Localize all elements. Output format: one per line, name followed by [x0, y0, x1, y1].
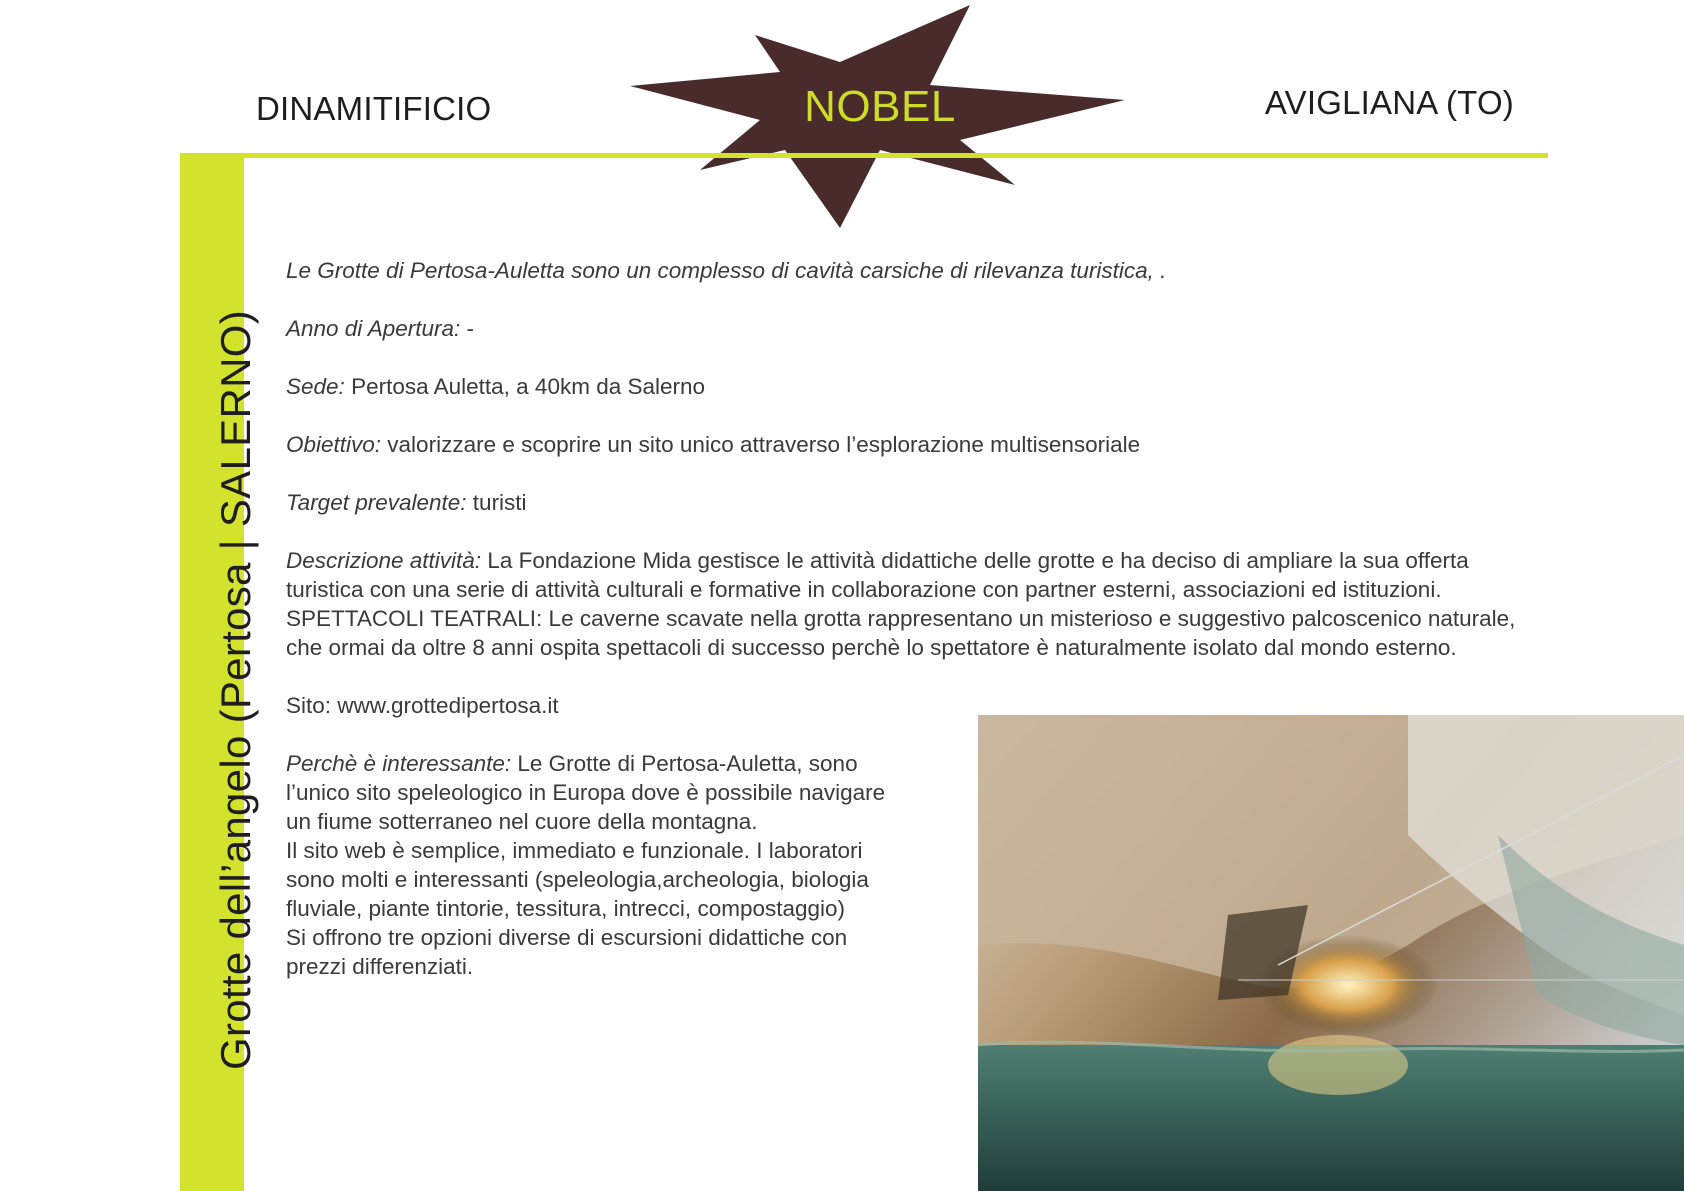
sede-field: Sede: Pertosa Auletta, a 40km da Salerno: [286, 374, 706, 399]
side-title: Grotte dell’angelo (Pertosa | SALERNO): [212, 310, 259, 1070]
anno-field: Anno di Apertura: -: [286, 316, 475, 341]
top-rule: [180, 153, 1548, 158]
star-label: NOBEL: [804, 82, 956, 131]
header-left-title: DINAMITIFICIO: [256, 90, 492, 127]
target-field: Target prevalente: turisti: [286, 490, 527, 515]
sito-field: Sito: www.grottedipertosa.it: [286, 693, 559, 718]
header-right-title: AVIGLIANA (TO): [1264, 84, 1514, 121]
perche-field: Perchè è interessante: Le Grotte di Pertosa-Auletta, sono l’unico sito speleologico in Europa dove è possibile navigare un fiume sotterraneo nel cuore della montagna. Il sito web è semplice, immediato e funzionale. I laboratori sono molti e interessanti (speleologia,archeologia, biologia fluviale, piante tintorie, tessitura, intrecci, compostaggio) Si offrono tre opzioni diverse di escursioni didattiche con prezzi differenziati.: [286, 751, 886, 979]
obiettivo-field: Obiettivo: valorizzare e scoprire un sito unico attraverso l’esplorazione multisensoriale: [286, 432, 1141, 457]
cave-photo: [978, 715, 1684, 1191]
descrizione-field: Descrizione attività: La Fondazione Mida gestisce le attività didattiche delle grotte e ha deciso di ampliare la sua offerta turistica con una serie di attività culturali e formative in collaborazione con partner esterni, associazioni ed istituzioni. SPETTACOLI TEATRALI: Le caverne scavate nella grotta rappresentano un misterioso e suggestivo palcoscenico naturale, che ormai da oltre 8 anni ospita spettacoli di successo perchè lo spettatore è naturalmente isolato dal mondo esterno.: [286, 548, 1516, 660]
intro-paragraph: Le Grotte di Pertosa-Auletta sono un complesso di cavità carsiche di rilevanza turistica, .: [286, 258, 1167, 283]
